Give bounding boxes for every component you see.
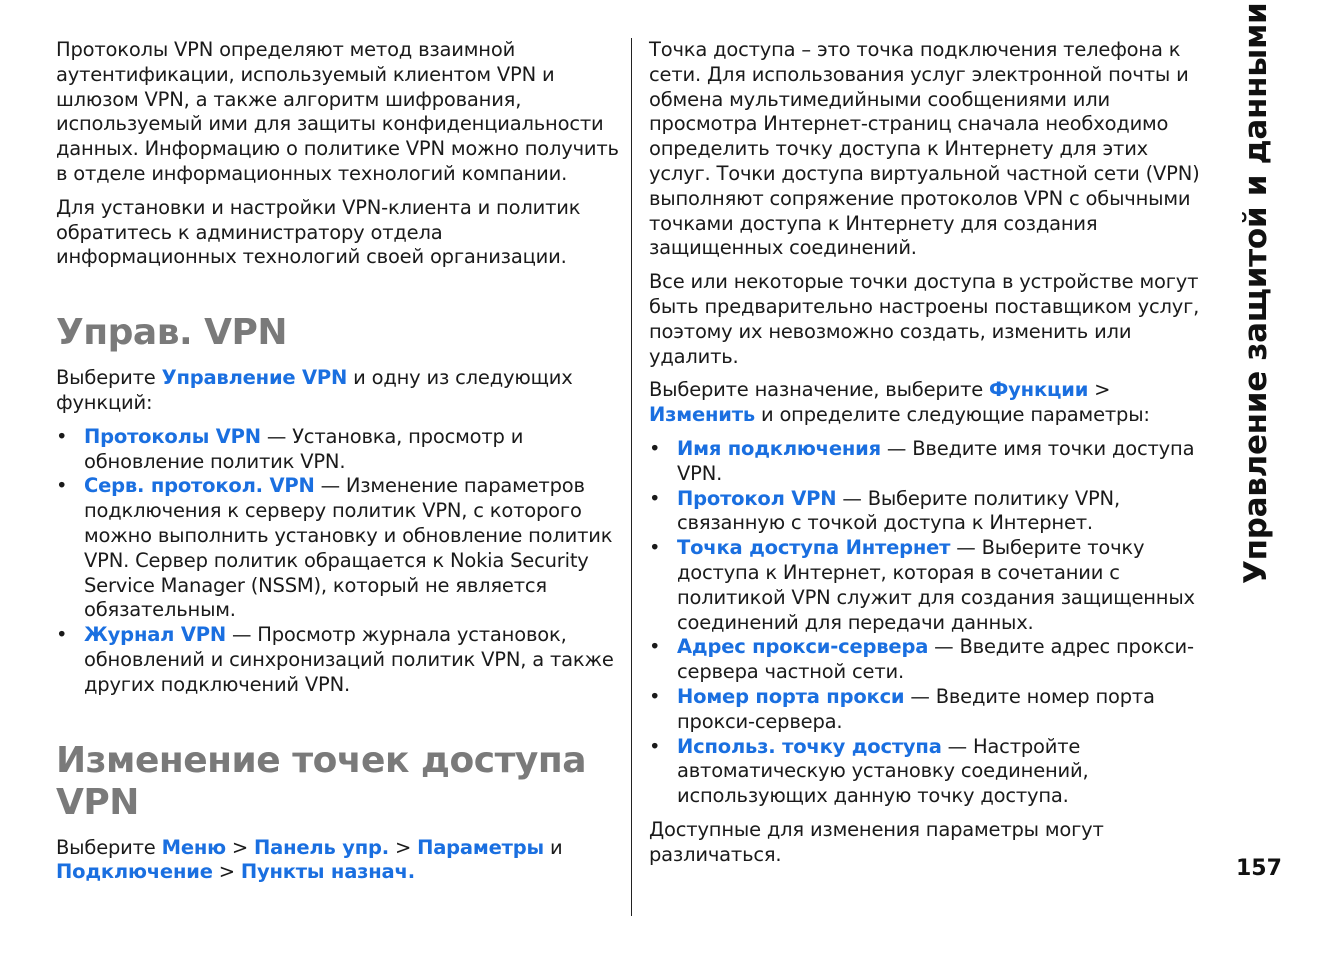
option-description: — Изменение параметров подключения к серверу политик VPN, с которого можно выполнить установку и обновление политик VPN. Сервер политик обращается к Nokia Security Service Manager (NSSM), который не является обязательным.	[84, 474, 613, 622]
bullet: •	[56, 424, 68, 448]
option-link[interactable]: Серв. протокол. VPN	[84, 474, 315, 498]
list-item	[56, 474, 622, 623]
bullet: •	[56, 623, 68, 647]
section-heading: Изменение точек доступа VPN	[56, 739, 587, 823]
right-column	[649, 38, 1214, 877]
list-item	[649, 635, 1214, 685]
path-link-edit[interactable]: Изменить	[649, 403, 755, 427]
bullet: •	[649, 635, 661, 659]
parameter-link[interactable]: Использ. точку доступа	[677, 734, 942, 758]
chapter-title: Управление защитой и данными	[1238, 2, 1274, 584]
list-item	[649, 735, 1214, 809]
parameter-link[interactable]: Имя подключения	[677, 436, 881, 460]
intro-paragraph: Для установки и настройки VPN-клиента и политик обратитесь к администратору отдела информационных технологий своей организации.	[56, 195, 581, 269]
path-link-control-panel[interactable]: Панель упр.	[254, 835, 389, 859]
lead-text: и одну из следующих функций:	[56, 366, 573, 414]
intro-paragraph: Протоколы VPN определяют метод взаимной аутентификации, используемый клиентом VPN и шлюзом VPN, а также алгоритм шифрования, используемый ими для защиты конфиденциальности данных. Информацию о политике VPN можно получить в отделе информационных технологий компании.	[56, 38, 619, 185]
bullet: •	[649, 684, 661, 708]
parameter-link[interactable]: Номер порта прокси	[677, 684, 905, 708]
section-lead	[56, 366, 622, 416]
parameter-description: — Настройте автоматическую установку соединений, использующих данную точку доступа.	[677, 734, 1089, 808]
list-item	[56, 425, 622, 475]
parameter-description: — Введите номер порта прокси-сервера.	[677, 684, 1155, 733]
option-description: — Просмотр журнала установок, обновлений и синхронизаций политик VPN, а также других подключений VPN.	[84, 623, 614, 696]
list-item	[649, 685, 1214, 735]
parameter-description: — Введите адрес прокси-сервера частной сети.	[677, 635, 1194, 684]
path-link-settings[interactable]: Параметры	[417, 835, 544, 859]
section-heading: Управ. VPN	[56, 312, 288, 354]
path-text: и определите следующие параметры:	[754, 403, 1150, 427]
path-link-destinations[interactable]: Пункты назнач.	[240, 860, 415, 884]
list-item	[649, 536, 1214, 635]
column-divider	[631, 38, 632, 916]
lead-text: Выберите	[56, 366, 162, 390]
path-text: и	[543, 835, 563, 859]
option-link[interactable]: Журнал VPN	[84, 623, 226, 647]
parameter-description: — Выберите политику VPN, связанную с точкой доступа к Интернет.	[677, 486, 1120, 535]
left-column	[56, 38, 622, 894]
body-paragraph: Доступные для изменения параметры могут различаться.	[649, 817, 1104, 866]
path-text: Выберите назначение, выберите	[649, 378, 990, 402]
list-item	[649, 487, 1214, 537]
parameter-description: — Введите имя точки доступа VPN.	[677, 436, 1195, 485]
path-link-connection[interactable]: Подключение	[56, 860, 213, 884]
bullet: •	[649, 734, 661, 758]
body-paragraph: Точка доступа – это точка подключения телефона к сети. Для использования услуг электронной почты и обмена мультимедийными сообщениями или просмотра Интернет-страниц сначала необходимо определить точку доступа к Интернету для этих услуг. Точки доступа виртуальной частной сети (VPN) выполняют сопряжение протоколов VPN с обычными точками доступа к Интернету для создания защищенных соединений.	[649, 38, 1200, 260]
list-item	[649, 437, 1214, 487]
bullet: •	[649, 536, 661, 560]
function-list	[56, 425, 622, 698]
navigation-path	[649, 378, 1214, 428]
list-item	[56, 623, 622, 697]
navigation-path	[56, 836, 622, 886]
path-separator: >	[1088, 378, 1111, 402]
bullet: •	[649, 486, 661, 510]
parameter-link[interactable]: Точка доступа Интернет	[677, 536, 951, 560]
bullet: •	[649, 436, 661, 460]
parameter-description: — Выберите точку доступа к Интернет, которая в сочетании с политикой VPN служит для создания защищенных соединений для передачи данных.	[677, 536, 1195, 634]
path-separator: >	[388, 835, 418, 859]
path-link-menu[interactable]: Меню	[161, 835, 226, 859]
page-number: 157	[1236, 856, 1282, 881]
path-text: Выберите	[56, 835, 162, 859]
bullet: •	[56, 474, 68, 498]
option-link[interactable]: Протоколы VPN	[84, 424, 261, 448]
path-separator: >	[212, 860, 241, 884]
path-link-options[interactable]: Функции	[989, 378, 1089, 402]
path-separator: >	[225, 835, 255, 859]
parameter-link[interactable]: Адрес прокси-сервера	[677, 635, 929, 659]
body-paragraph: Все или некоторые точки доступа в устройстве могут быть предварительно настроены поставщиком услуг, поэтому их невозможно создать, изменить или удалить.	[649, 270, 1200, 368]
option-description: — Установка, просмотр и обновление политик VPN.	[84, 424, 524, 473]
parameter-link[interactable]: Протокол VPN	[677, 486, 837, 510]
parameter-list	[649, 437, 1214, 809]
menu-link-vpn-management[interactable]: Управление VPN	[161, 366, 348, 390]
